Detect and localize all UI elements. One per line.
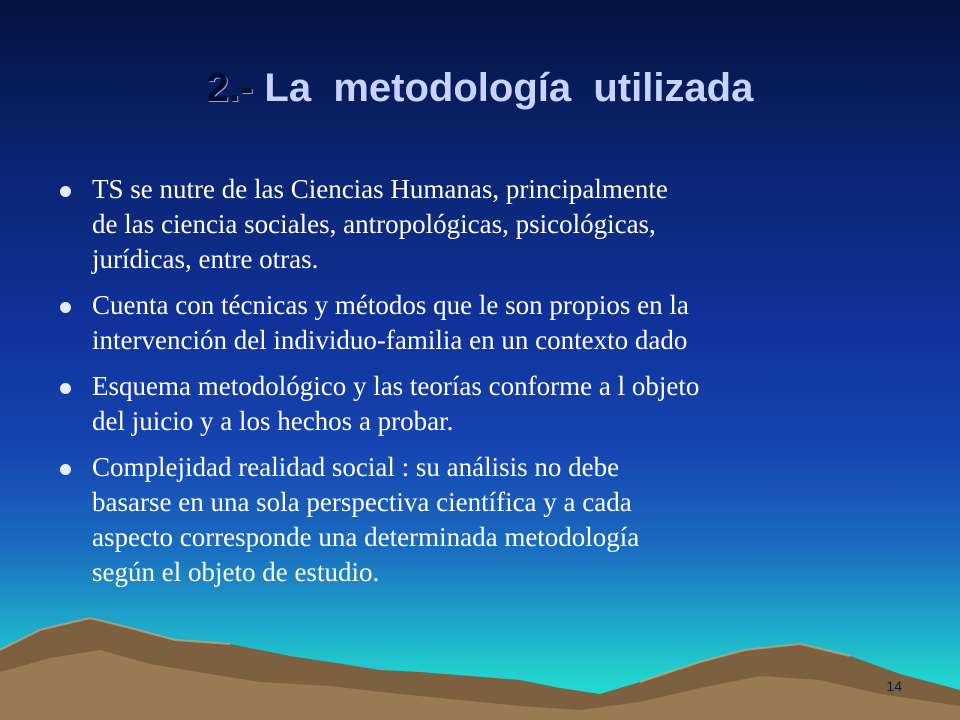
bullet-item [58, 172, 918, 277]
bullet-icon [60, 186, 71, 197]
slide-number: 14 [886, 678, 902, 694]
bullet-list [58, 172, 918, 601]
bullet-item [58, 288, 918, 358]
bullet-icon [60, 464, 71, 475]
title-number: 2.- [206, 66, 254, 110]
bullet-text: Cuenta con técnicas y métodos que le son propios en la intervención del individuo-familia en un contexto dado [92, 290, 689, 355]
title-text: La metodología utilizada [253, 66, 754, 110]
bullet-text: Esquema metodológico y las teorías conforme a l objeto del juicio y a los hechos a probar. [92, 371, 700, 436]
bullet-icon [60, 383, 71, 394]
bullet-icon [60, 302, 71, 313]
slide-title [0, 62, 960, 114]
bullet-text: Complejidad realidad social : su análisis no debe basarse en una sola perspectiva científica y a cada aspecto corresponde una determinada metodología según el objeto de estudio. [92, 452, 640, 587]
bullet-item [58, 450, 918, 590]
bullet-text: TS se nutre de las Ciencias Humanas, principalmente de las ciencia sociales, antropológicas, psicológicas, jurídicas, entre otras. [92, 174, 668, 274]
mountains-illustration [0, 610, 960, 720]
bullet-item [58, 369, 918, 439]
